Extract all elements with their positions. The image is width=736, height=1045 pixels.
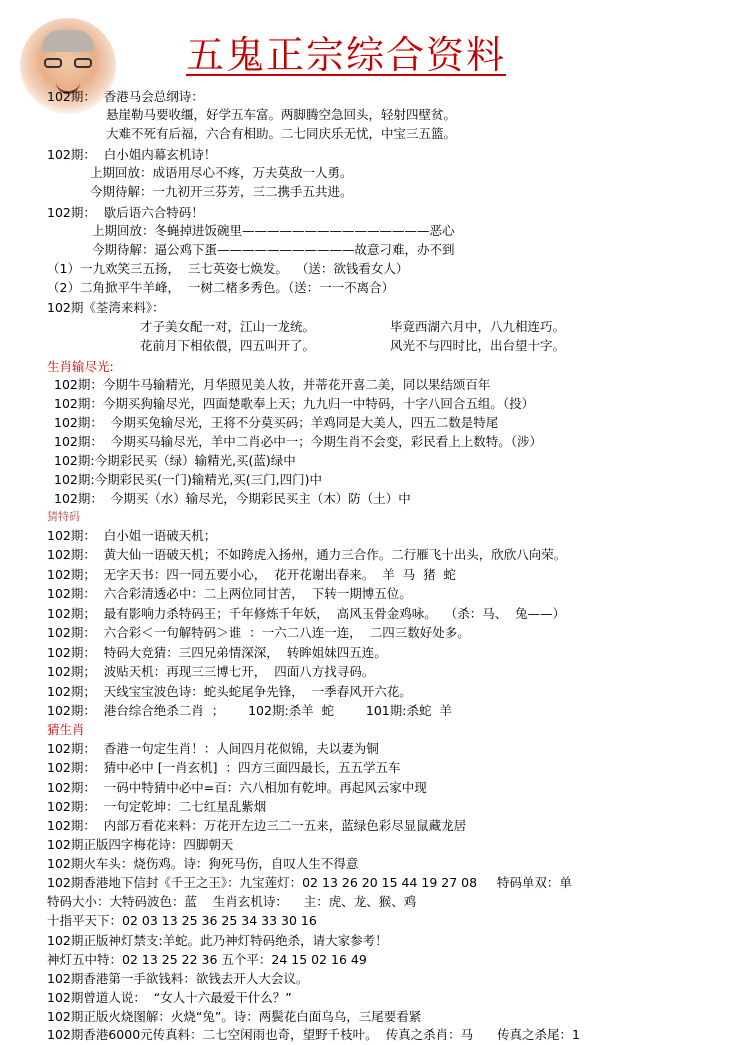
text-line: 神灯五中特：02 13 25 22 36 五个平：24 15 02 16 49 [47,952,367,967]
poem-line: 风光不与四时比，出台望十字。 [390,338,566,353]
text-line: 102期香港6000元传真料：二七空闲雨也奇，望野千枝叶。 传真之杀肖：马 传真之杀尾：1 [47,1027,580,1042]
text-line: 102期： 黄大仙一语破天机；不如跨虎入扬州，通力三合作。二行雁飞十出头，欣欣八向荣。 [47,547,567,562]
section-heading-hk-poem: 102期： 香港马会总纲诗： [47,89,204,104]
text-line: 今期待解：一九初开三芬芳，三二携手五共进。 [90,184,353,199]
section-heading-xiaojie: 102期： 白小姐内幕玄机诗！ [47,147,217,162]
text-line: 102期： 特码大竞猜：三四兄弟情深深， 转眸姐妹四五连。 [47,645,387,660]
page-title: 五鬼正宗综合资料 [186,33,507,77]
text-line: 102期： 六合彩清透必中：二上两位同甘苦， 下转一期博五位。 [47,586,412,601]
poem-line: 花前月下相依偎，四五叫开了。 [140,338,316,353]
text-line: 102期： 白小姐一语破天机； [47,528,217,543]
text-line: 102期： 香港一句定生肖！：人间四月花似锦，夫以妻为铜 [47,741,379,756]
text-line: 102期； 波贴天机：再现三三博七开， 四面八方找寻码。 [47,664,375,679]
text-line: （1）一九欢笑三五扬， 三七英姿七焕发。 （送：欲钱看女人） [47,261,409,276]
text-line: 102期火车头：烧伤鸡。诗：狗死马伤，自叹人生不得意 [47,856,359,871]
text-line: 102期曾道人说： “女人十六最爱干什么？” [47,990,292,1005]
text-line: 102期： 内部万看花来料：万花开左边三二一五来，蓝绿色彩尽显鼠藏龙居 [47,818,467,833]
text-line: 特码大小：大特码波色：蓝 生肖玄机诗： 主：虎、龙、猴、鸡 [47,894,417,909]
poem-line: 才子美女配一对，江山一龙统。 [140,319,316,334]
avatar-hair [42,30,94,52]
text-line: 上期回放：成语用尽心不疼，万夫莫敌一人勇。 [90,165,353,180]
text-line: 102期： 今期买兔输尽光，王将不分莫买码；羊鸡同是大美人，四五二数是特尾 [54,415,499,430]
text-line: 102期:今期彩民买(一门)输精光,买(三门,四门)中 [54,472,323,487]
text-line: 102期：今期买狗输尽光，四面楚歌奉上天；九九归一中特码，十字八回合五组。（投） [54,396,535,411]
text-line: 102期:今期彩民买（绿）输精光,买(蓝)绿中 [54,453,296,468]
text-line: 102期香港第一手欲钱料：欲钱去开人大会议。 [47,971,309,986]
text-line: 102期： 今期买（水）输尽光，今期彩民买主（木）防（土）中 [54,491,411,506]
poem-line: 悬崖勒马要收缰，好学五车富。两脚腾空急回头，轻射四壁贫。 [106,107,457,122]
text-line: 102期： 一码中特猜中必中=百：六八相加有乾坤。再起风云家中现 [47,780,427,795]
text-line: 102期： 一句定乾坤：二七红星乱紫烟 [47,799,267,814]
section-heading-guess-number: 猜特码 [47,510,80,523]
text-line: 102期： 六合彩＜一句解特码＞谁 ：一六二八连一连， 二四三数好处多。 [47,625,470,640]
text-line: 102期：今期牛马输精光，月华照见美人妆，并蒂花开喜二美，同以果结颂百年 [54,377,491,392]
text-line: 102期正版神灯禁支:羊蛇。此乃神灯特码绝杀，请大家参考！ [47,933,388,948]
text-line: 102期： 港台综合绝杀二肖 ； 102期:杀羊 蛇 101期:杀蛇 羊 [47,703,452,718]
section-heading-guess-zodiac: 猜生肖 [47,722,85,737]
section-heading-tsuen-wan: 102期《荃湾来料》： [47,300,165,315]
text-line: 102期： 今期买马输尽光，羊中二肖必中一；今期生肖不会变，彩民看上上数特。（涉） [54,434,543,449]
poem-line: 大难不死有后福，六合有相助。二七同庆乐无忧，中宝三五篮。 [106,126,457,141]
text-line: 102期； 天线宝宝波色诗：蛇头蛇尾争先锋， 一季春风开六花。 [47,684,412,699]
section-heading-xiehouyu: 102期： 歇后语六合特码！ [47,205,204,220]
poem-line: 毕竟西湖六月中，八九相连巧。 [390,319,566,334]
text-line: 102期香港地下信封《千王之王》：九宝莲灯：02 13 26 20 15 44 19 27 08 特码单双：单 [47,875,572,890]
text-line: 102期正版火烧图解：火烧“兔”。诗：两鬓花白面乌乌，三尾要看紧 [47,1009,422,1024]
text-line: 102期； 无字天书：四一同五要小心， 花开花谢出春来。 羊 马 猪 蛇 [47,567,457,582]
text-line: 今期待解：逼公鸡下蛋———————————故意刁难，办不到 [92,242,455,257]
text-line: 102期； 最有影响力杀特码王；千年修炼千年妖， 高风玉骨金鸡咏。 （杀：马、 兔——） [47,606,566,621]
text-line: 上期回放：冬蝇掉进饭碗里———————————————恶心 [92,223,455,238]
avatar-glasses [44,58,92,68]
text-line: 102期正版四字梅花诗：四脚朝天 [47,837,234,852]
text-line: （2）二角掀平牛羊峰， 一树二楮多秀色。（送：一一不离合） [47,280,395,295]
text-line: 102期： 猜中必中 [一肖玄机] ：四方三面四最长，五五学五车 [47,760,401,775]
text-line: 十指平天下：02 03 13 25 36 25 34 33 30 16 [47,913,317,928]
section-heading-zodiac-lose: 生肖输尽光: [47,359,114,374]
